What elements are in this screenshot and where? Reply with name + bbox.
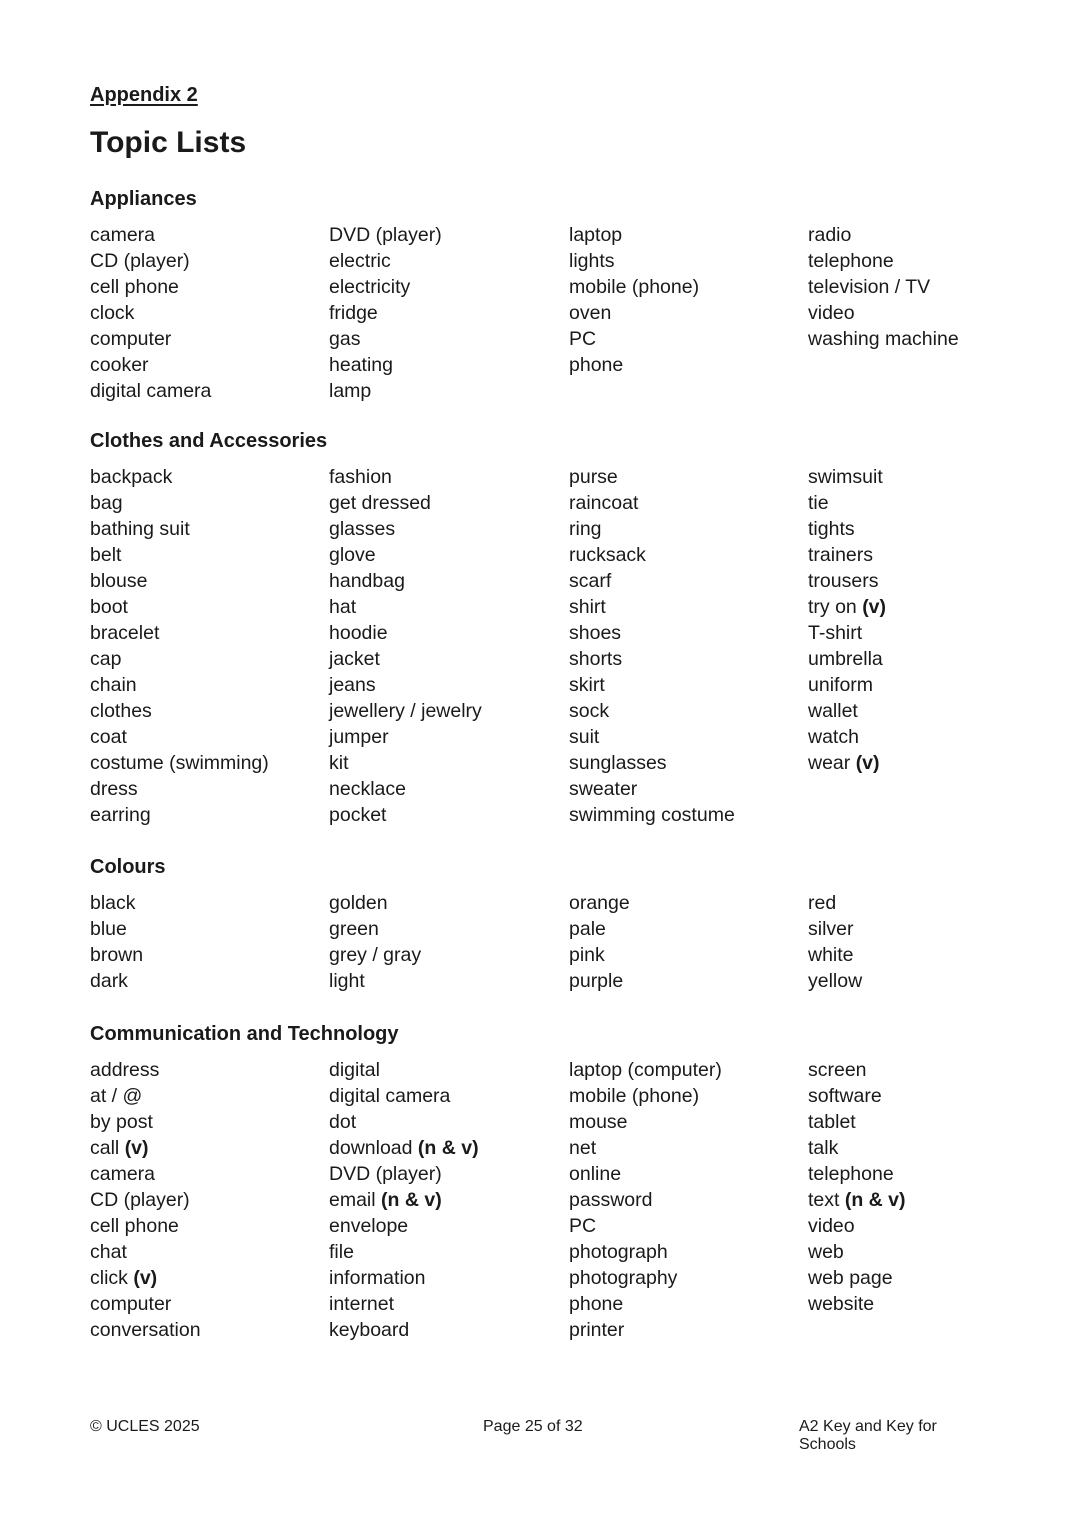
word-grid (90, 222, 1010, 404)
section-clothes-and-accessories (90, 428, 1010, 828)
topic-word: watch (808, 726, 859, 748)
topic-word: green (329, 918, 379, 940)
topic-word: handbag (329, 570, 405, 592)
topic-word: talk (808, 1137, 839, 1159)
topic-word: raincoat (569, 492, 639, 514)
topic-word: click (v) (90, 1267, 158, 1289)
topic-word: swimming costume (569, 804, 735, 826)
topic-word: lights (569, 250, 615, 272)
topic-word: laptop (computer) (569, 1059, 722, 1081)
topic-word: necklace (329, 778, 406, 800)
section-heading: Clothes and Accessories (90, 430, 328, 452)
topic-word: boot (90, 596, 128, 618)
topic-word: purple (569, 970, 624, 992)
word-grid (90, 1057, 1010, 1343)
topic-word: grey / gray (329, 944, 422, 966)
topic-word: orange (569, 892, 630, 914)
topic-word: T-shirt (808, 622, 863, 644)
topic-word: blue (90, 918, 127, 940)
topic-word: shoes (569, 622, 622, 644)
topic-word: dress (90, 778, 138, 800)
topic-word: suit (569, 726, 600, 748)
topic-word: jewellery / jewelry (329, 700, 482, 722)
topic-word: tie (808, 492, 829, 514)
topic-word: silver (808, 918, 854, 940)
topic-word: brown (90, 944, 144, 966)
section-colours (90, 854, 1010, 994)
topic-word: hat (329, 596, 357, 618)
topic-word: tablet (808, 1111, 856, 1133)
topic-word: trousers (808, 570, 879, 592)
topic-word: telephone (808, 250, 894, 272)
topic-word: DVD (player) (329, 1163, 442, 1185)
topic-word: clothes (90, 700, 152, 722)
topic-word: kit (329, 752, 349, 774)
word-grid (90, 464, 1010, 828)
topic-word: pale (569, 918, 606, 940)
topic-word: umbrella (808, 648, 883, 670)
topic-word: television / TV (808, 276, 931, 298)
topic-word: get dressed (329, 492, 431, 514)
topic-word: fridge (329, 302, 378, 324)
appendix-label: Appendix 2 (90, 84, 198, 106)
topic-word: glasses (329, 518, 396, 540)
topic-word: earring (90, 804, 151, 826)
topic-word: information (329, 1267, 426, 1289)
topic-word: trainers (808, 544, 874, 566)
topic-word: heating (329, 354, 393, 376)
topic-word: shorts (569, 648, 623, 670)
footer-copyright: © UCLES 2025 (90, 1418, 200, 1435)
topic-word: download (n & v) (329, 1137, 479, 1159)
topic-word: swimsuit (808, 466, 883, 488)
topic-word: uniform (808, 674, 874, 696)
topic-word: electricity (329, 276, 411, 298)
topic-word: sweater (569, 778, 638, 800)
topic-word: chat (90, 1241, 127, 1263)
topic-word: rucksack (569, 544, 646, 566)
topic-word: CD (player) (90, 1189, 190, 1211)
topic-word: mobile (phone) (569, 276, 700, 298)
footer-page-number: Page 25 of 32 (483, 1418, 583, 1435)
topic-word (808, 378, 1008, 404)
topic-word: chain (90, 674, 137, 696)
topic-word: jacket (329, 648, 380, 670)
topic-word: text (n & v) (808, 1189, 906, 1211)
topic-word: electric (329, 250, 391, 272)
topic-word: password (569, 1189, 653, 1211)
topic-word: mobile (phone) (569, 1085, 700, 1107)
topic-word: email (n & v) (329, 1189, 442, 1211)
topic-word: video (808, 302, 855, 324)
topic-word: photography (569, 1267, 678, 1289)
topic-word: shirt (569, 596, 606, 618)
topic-word: cooker (90, 354, 149, 376)
topic-word: phone (569, 1293, 624, 1315)
topic-word: clock (90, 302, 135, 324)
topic-word: digital camera (90, 380, 212, 402)
topic-word: belt (90, 544, 122, 566)
topic-word: PC (569, 1215, 597, 1237)
topic-word: DVD (player) (329, 224, 442, 246)
topic-word: computer (90, 328, 172, 350)
topic-word: sock (569, 700, 610, 722)
page-title: Topic Lists (90, 126, 247, 159)
topic-word: cell phone (90, 1215, 179, 1237)
topic-word: website (808, 1293, 875, 1315)
section-appliances (90, 186, 1010, 404)
topic-word: dot (329, 1111, 357, 1133)
topic-word: jumper (329, 726, 389, 748)
topic-word: glove (329, 544, 376, 566)
topic-word: conversation (90, 1319, 201, 1341)
topic-word: screen (808, 1059, 867, 1081)
topic-word: cell phone (90, 276, 179, 298)
topic-word: camera (90, 224, 156, 246)
topic-word: try on (v) (808, 596, 887, 618)
topic-word: scarf (569, 570, 612, 592)
topic-word (569, 378, 808, 404)
topic-word: envelope (329, 1215, 409, 1237)
topic-word: dark (90, 970, 128, 992)
topic-word: pocket (329, 804, 387, 826)
topic-word: oven (569, 302, 612, 324)
section-heading: Appliances (90, 188, 197, 210)
topic-word: jeans (329, 674, 376, 696)
topic-word: hoodie (329, 622, 388, 644)
topic-word (808, 352, 1008, 378)
topic-word: washing machine (808, 328, 959, 350)
topic-word: computer (90, 1293, 172, 1315)
topic-word: coat (90, 726, 127, 748)
topic-word: CD (player) (90, 250, 190, 272)
topic-word: bracelet (90, 622, 160, 644)
topic-word: by post (90, 1111, 153, 1133)
topic-word: telephone (808, 1163, 894, 1185)
section-heading: Colours (90, 856, 166, 878)
topic-word: pink (569, 944, 605, 966)
topic-word: call (v) (90, 1137, 149, 1159)
topic-word: ring (569, 518, 602, 540)
topic-word: internet (329, 1293, 395, 1315)
section-communication-and-technology (90, 1021, 1010, 1343)
word-grid (90, 890, 1010, 994)
topic-word: golden (329, 892, 388, 914)
topic-word: wallet (808, 700, 858, 722)
topic-word (808, 1317, 1008, 1343)
topic-word: laptop (569, 224, 623, 246)
topic-word: digital (329, 1059, 380, 1081)
topic-word: web page (808, 1267, 893, 1289)
topic-word: photograph (569, 1241, 668, 1263)
topic-word (808, 776, 1008, 802)
topic-word: bathing suit (90, 518, 190, 540)
topic-word: video (808, 1215, 855, 1237)
topic-word: red (808, 892, 837, 914)
topic-word: web (808, 1241, 844, 1263)
topic-word: blouse (90, 570, 148, 592)
topic-word: costume (swimming) (90, 752, 269, 774)
topic-word: address (90, 1059, 160, 1081)
topic-word: printer (569, 1319, 625, 1341)
footer-document-title: A2 Key and Key for Schools (799, 1418, 937, 1453)
topic-word: yellow (808, 970, 863, 992)
topic-word: digital camera (329, 1085, 451, 1107)
topic-word: phone (569, 354, 624, 376)
topic-word: at / @ (90, 1085, 143, 1107)
topic-word: fashion (329, 466, 392, 488)
topic-word: cap (90, 648, 122, 670)
topic-word: keyboard (329, 1319, 410, 1341)
topic-word: white (808, 944, 854, 966)
section-heading: Communication and Technology (90, 1023, 399, 1045)
topic-word: radio (808, 224, 852, 246)
topic-word: light (329, 970, 365, 992)
topic-word: net (569, 1137, 597, 1159)
topic-word: file (329, 1241, 354, 1263)
topic-word: mouse (569, 1111, 628, 1133)
topic-word: PC (569, 328, 597, 350)
topic-word: skirt (569, 674, 605, 696)
topic-word: tights (808, 518, 855, 540)
topic-word: gas (329, 328, 361, 350)
topic-word: sunglasses (569, 752, 667, 774)
topic-word: lamp (329, 380, 372, 402)
topic-word: wear (v) (808, 752, 880, 774)
topic-word: online (569, 1163, 622, 1185)
topic-word: camera (90, 1163, 156, 1185)
topic-word: black (90, 892, 136, 914)
topic-word: backpack (90, 466, 173, 488)
topic-word: purse (569, 466, 618, 488)
topic-word (808, 802, 1008, 828)
topic-word: bag (90, 492, 123, 514)
topic-word: software (808, 1085, 882, 1107)
